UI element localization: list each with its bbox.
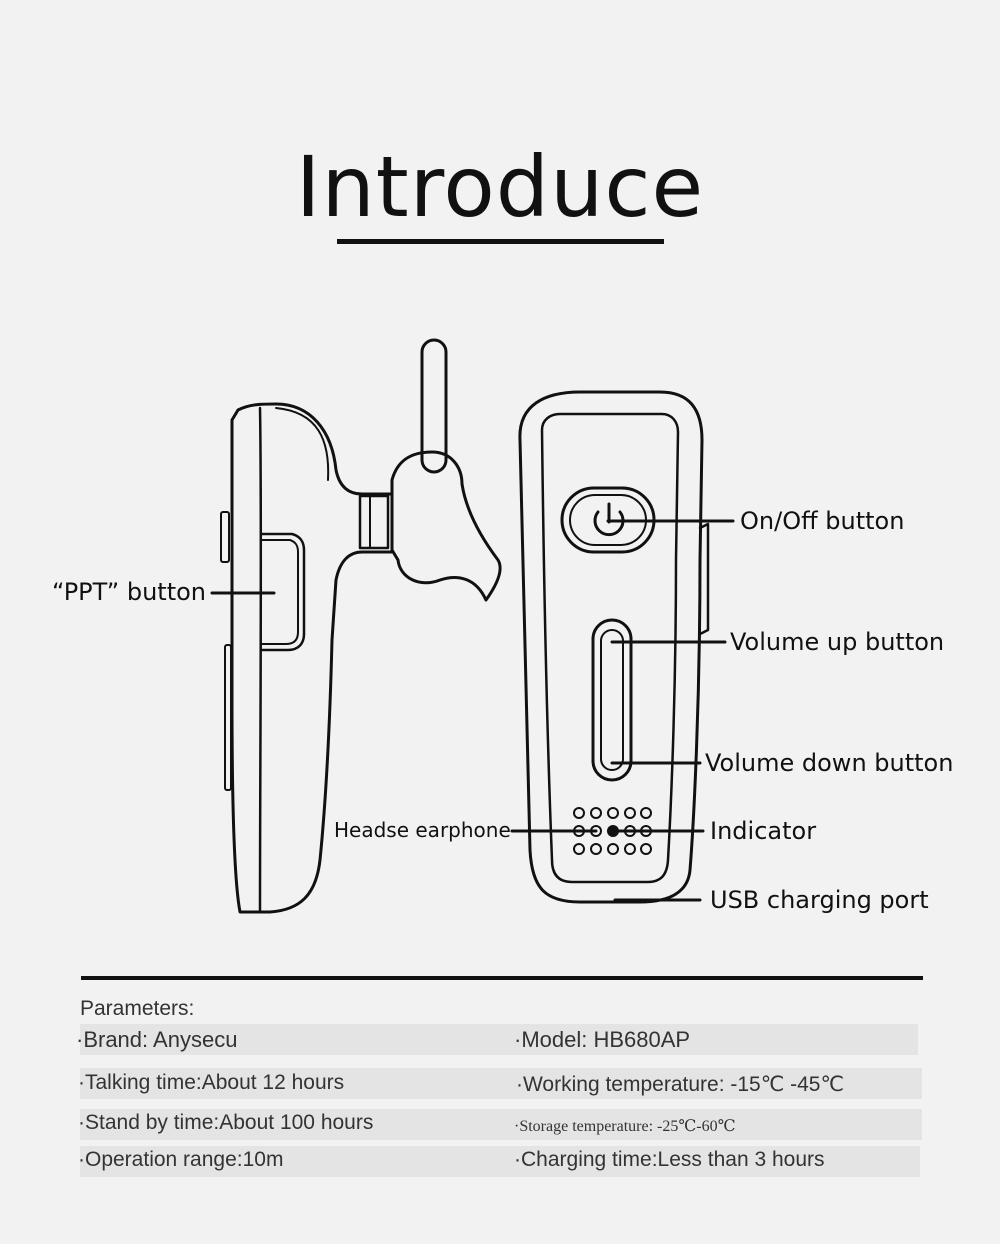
param-talking-time: ·Talking time:About 12 hours	[78, 1071, 345, 1094]
parameters-heading: Parameters:	[80, 997, 195, 1020]
param-row	[76, 1024, 918, 1055]
volume-up-label: Volume up button	[730, 628, 945, 656]
param-row	[80, 1109, 922, 1140]
headset-front-view	[520, 392, 708, 902]
param-row	[80, 1146, 920, 1177]
param-storage-temperature: ·Storage temperature: -25℃-60℃	[514, 1118, 736, 1135]
param-row	[80, 1068, 922, 1099]
usb-port-label: USB charging port	[710, 886, 929, 914]
param-working-temperature: ·Working temperature: -15℃ -45℃	[516, 1073, 845, 1096]
param-brand: ·Brand: Anysecu	[76, 1027, 238, 1052]
param-operation-range: ·Operation range:10m	[78, 1148, 284, 1171]
ppt-button-label: “PPT” button	[52, 578, 206, 606]
page-title: Introduce	[295, 138, 705, 236]
volume-down-label: Volume down button	[705, 749, 954, 777]
section-divider	[81, 976, 923, 980]
param-model: ·Model: HB680AP	[514, 1027, 691, 1052]
onoff-button-label: On/Off button	[740, 507, 905, 535]
indicator-label: Indicator	[710, 817, 817, 845]
param-standby-time: ·Stand by time:About 100 hours	[78, 1111, 374, 1134]
param-charging-time: ·Charging time:Less than 3 hours	[514, 1148, 825, 1171]
earphone-label: Headse earphone	[334, 818, 511, 842]
